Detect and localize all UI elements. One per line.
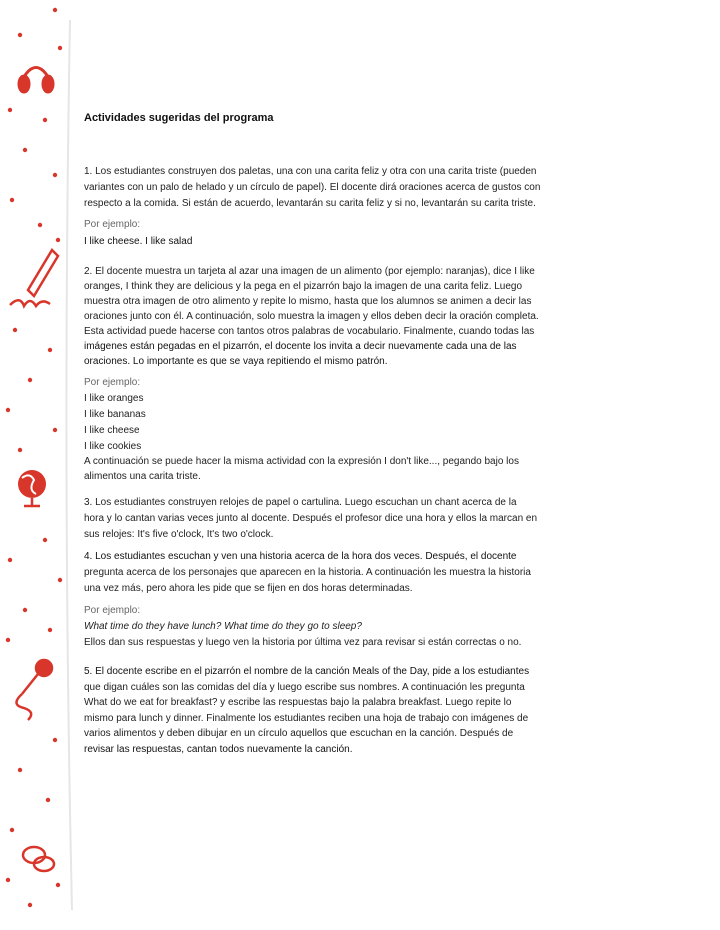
decorative-dot xyxy=(56,238,60,242)
activity-3-line: hora y lo cantan varias veces junto al docente. Después el profesor dice una hora y ellos la marcan en xyxy=(84,513,538,524)
activity-4-line: una vez más, pero ahora les pide que se fijen en dos horas determinadas. xyxy=(84,583,413,594)
example-label: Por ejemplo: xyxy=(84,219,141,230)
decorative-dot xyxy=(48,628,52,632)
example-text: I like cheese. I like salad xyxy=(84,236,193,247)
decorative-dot xyxy=(6,878,10,882)
example-label: Por ejemplo: xyxy=(84,605,141,616)
decorative-dot xyxy=(8,558,12,562)
decorative-dot xyxy=(18,448,22,452)
decorative-dot xyxy=(46,798,50,802)
example-item: I like oranges xyxy=(84,393,144,404)
decorative-dot xyxy=(18,33,22,37)
example-item: I like cheese xyxy=(84,425,140,436)
example-question: What time do they have lunch? What time do they go to sleep? xyxy=(84,621,362,632)
decorative-dot xyxy=(10,828,14,832)
speech-bubbles-icon xyxy=(23,847,54,871)
page-title: Actividades sugeridas del programa xyxy=(84,112,274,124)
decorative-dot xyxy=(38,223,42,227)
activity-2-line: oranges, I think they are delicious y la pega en el pizarrón bajo la imagen de una carita feliz. Luego xyxy=(84,281,523,292)
example-item: I like bananas xyxy=(84,409,146,420)
decorative-dot xyxy=(23,608,27,612)
example-item: I like cookies xyxy=(84,441,142,452)
activity-4-closing: Ellos dan sus respuestas y luego ven la historia por última vez para revisar si están correctas o no. xyxy=(84,637,522,648)
activity-2-line: muestra otra imagen de otro alimento y repite lo mismo, hasta que los alumnos se animen a decir las xyxy=(84,296,532,307)
decorative-dot xyxy=(43,538,47,542)
activity-5-line: 5. El docente escribe en el pizarrón el nombre de la canción Meals of the Day, pide a los estudiantes xyxy=(84,666,530,677)
decorative-dot xyxy=(53,8,57,12)
decorative-dot xyxy=(23,148,27,152)
decorative-dot xyxy=(58,578,62,582)
decorative-dot xyxy=(56,883,60,887)
activity-2-line: 2. El docente muestra un tarjeta al azar una imagen de un alimento (por ejemplo: naranjas), dice I like xyxy=(84,266,535,277)
activity-2-line: imágenes están pegadas en el pizarrón, el docente los invita a decir nuevamente cada una de las xyxy=(84,341,517,352)
activity-1-line: variantes con un palo de helado y un círculo de papel). El docente dirá oraciones acerca de gustos con xyxy=(84,182,541,193)
activity-2-continuation: alimentos una carita triste. xyxy=(84,471,201,482)
decorative-dot xyxy=(6,408,10,412)
decorative-dot xyxy=(53,428,57,432)
decorative-dot xyxy=(10,198,14,202)
activity-2-line: oraciones. Lo importante es que se vaya repitiendo el mismo patrón. xyxy=(84,356,388,367)
example-label: Por ejemplo: xyxy=(84,377,141,388)
globe-icon xyxy=(18,470,46,506)
activity-2-line: Esta actividad puede hacerse con tantos otros palabras de vocabulario. Finalmente, cuando todas las xyxy=(84,326,535,337)
activity-5-line: revisar las respuestas, cantan todos nuevamente la canción. xyxy=(84,743,353,755)
pencil-icon xyxy=(10,250,58,306)
decorative-dot xyxy=(13,328,17,332)
decorative-dot xyxy=(53,173,57,177)
activity-1-line: 1. Los estudiantes construyen dos paletas, una con una carita feliz y otra con una carita triste (pueden xyxy=(84,166,537,177)
activity-1-line: respecto a la comida. Si están de acuerdo, levantarán su carita feliz y si no, levantarán su carita triste. xyxy=(84,198,536,209)
activity-5-line: varios alimentos y deben dibujar en un círculo aquellos que escuchan en la canción. Después de xyxy=(84,728,514,739)
decorative-dot xyxy=(58,46,62,50)
decorative-dot xyxy=(48,348,52,352)
activity-2-line: oraciones junto con él. A continuación, solo muestra la imagen y ellos deben decir la oración completa. xyxy=(84,311,539,322)
microphone-icon xyxy=(16,660,52,720)
headphones-icon xyxy=(19,68,53,93)
activity-5-line: que digan cuáles son las comidas del día y luego escribe sus nombres. A continuación les pregunta xyxy=(84,681,525,693)
decorative-dot xyxy=(53,738,57,742)
decorative-dot xyxy=(28,378,32,382)
activity-5-line: What do we eat for breakfast? y escribe las respuestas bajo la palabra breakfast. Luego repite lo xyxy=(84,697,512,708)
decorative-dot xyxy=(8,108,12,112)
activity-2-continuation: A continuación se puede hacer la misma actividad con la expresión I don't like..., pegando bajo los xyxy=(84,456,519,467)
activity-3-line: sus relojes: It's five o'clock, It's two o'clock. xyxy=(84,529,274,540)
activity-3-line: 3. Los estudiantes construyen relojes de papel o cartulina. Luego escuchan un chant acerca de la xyxy=(84,497,517,508)
decorative-dot xyxy=(6,638,10,642)
activity-5-line: mismo para lunch y dinner. Finalmente los estudiantes reciben una hoja de trabajo con imágenes de xyxy=(84,712,529,724)
decorative-dot xyxy=(28,903,32,907)
activity-4-line: 4. Los estudiantes escuchan y ven una historia acerca de la hora dos veces. Después, el docente xyxy=(84,551,517,562)
activity-4-line: pregunta acerca de los personajes que aparecen en la historia. A continuación les muestra la historia xyxy=(84,567,531,578)
decorative-dot xyxy=(43,118,47,122)
decorative-dot xyxy=(18,768,22,772)
